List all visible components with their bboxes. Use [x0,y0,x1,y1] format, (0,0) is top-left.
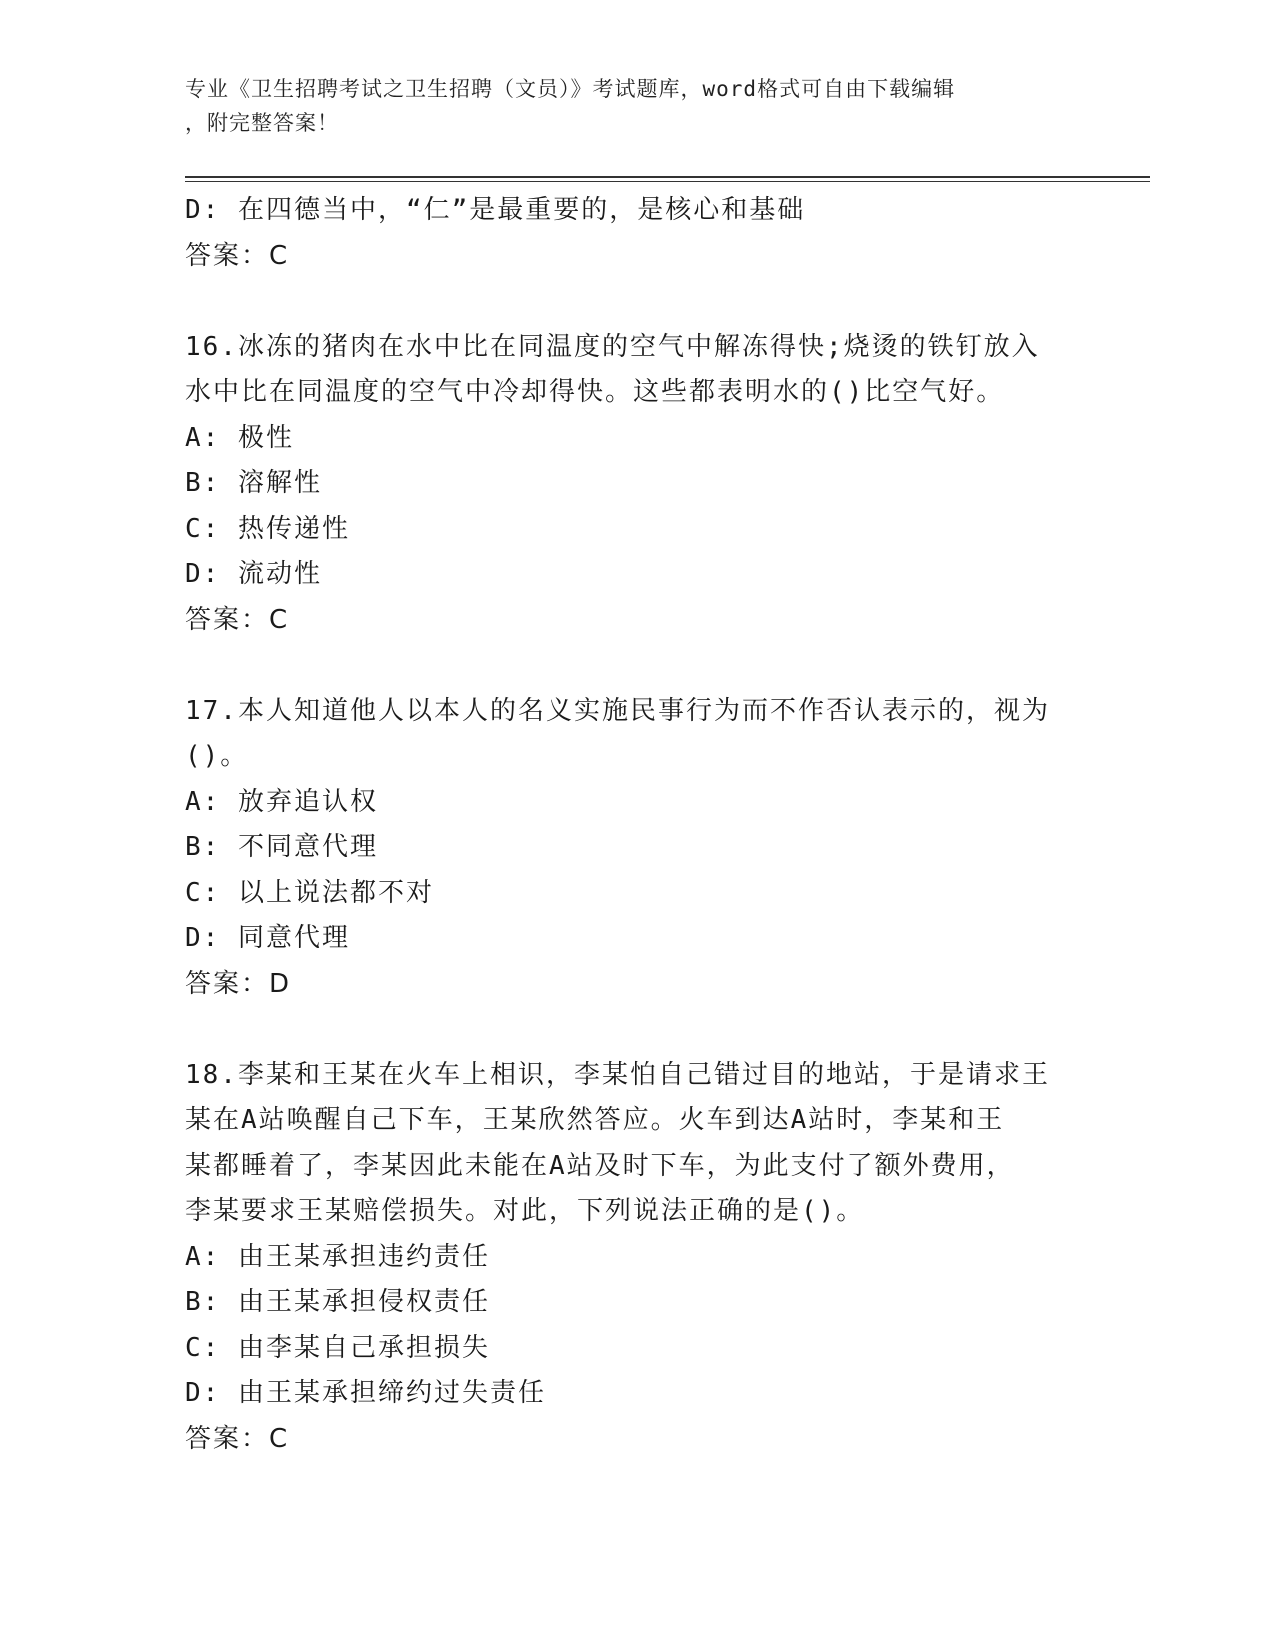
option-b: B: 由王某承担侵权责任 [185,1287,490,1317]
option-d: D: 由王某承担缔约过失责任 [185,1378,546,1408]
answer: 答案：C [185,1423,290,1454]
question-stem-line: 水中比在同温度的空气中冷却得快。这些都表明水的()比空气好。 [185,377,1005,407]
option-c: C: 热传递性 [185,513,350,544]
header-line-1: 专业《卫生招聘考试之卫生招聘（文员）》考试题库，word格式可自由下载编辑 [185,77,956,101]
question-stem-line: 16.冰冻的猪肉在水中比在同温度的空气中解冻得快;烧烫的铁钉放入 [185,331,1040,362]
header-divider-thin [185,181,1150,182]
header-line-2: ，附完整答案！ [185,111,339,135]
document-header [185,72,1065,140]
question-16 [185,325,1085,644]
option-a: A: 极性 [185,422,294,453]
question-stem-line: 18.李某和王某在火车上相识，李某怕自己错过目的地站，于是请求王 [185,1059,1050,1090]
question-list [185,188,1085,1462]
prev-answer: 答案：C [185,240,290,271]
header-divider-thick [185,176,1150,178]
answer: 答案：C [185,604,290,635]
option-a: A: 放弃追认权 [185,786,378,817]
option-d: D: 同意代理 [185,923,350,953]
option-c: C: 由李某自己承担损失 [185,1332,490,1363]
option-d: D: 流动性 [185,559,322,589]
question-stem-line: 某都睡着了，李某因此未能在A站及时下车，为此支付了额外费用， [185,1150,1015,1181]
option-c: C: 以上说法都不对 [185,877,434,908]
question-18 [185,1053,1085,1463]
question-stem-line: 17.本人知道他人以本人的名义实施民事行为而不作否认表示的，视为 [185,695,1050,726]
answer: 答案：D [185,968,292,999]
option-b: B: 不同意代理 [185,832,378,862]
question-stem-line: 某在A站唤醒自己下车，王某欣然答应。火车到达A站时，李某和王 [185,1105,1005,1135]
option-b: B: 溶解性 [185,468,322,498]
question-17 [185,689,1085,1008]
question-stem-line: 李某要求王某赔偿损失。对此，下列说法正确的是()。 [185,1196,865,1226]
prev-option-d: D: 在四德当中，“仁”是最重要的，是核心和基础 [185,195,806,225]
question-stem-line: ()。 [185,741,249,771]
option-a: A: 由王某承担违约责任 [185,1241,490,1272]
